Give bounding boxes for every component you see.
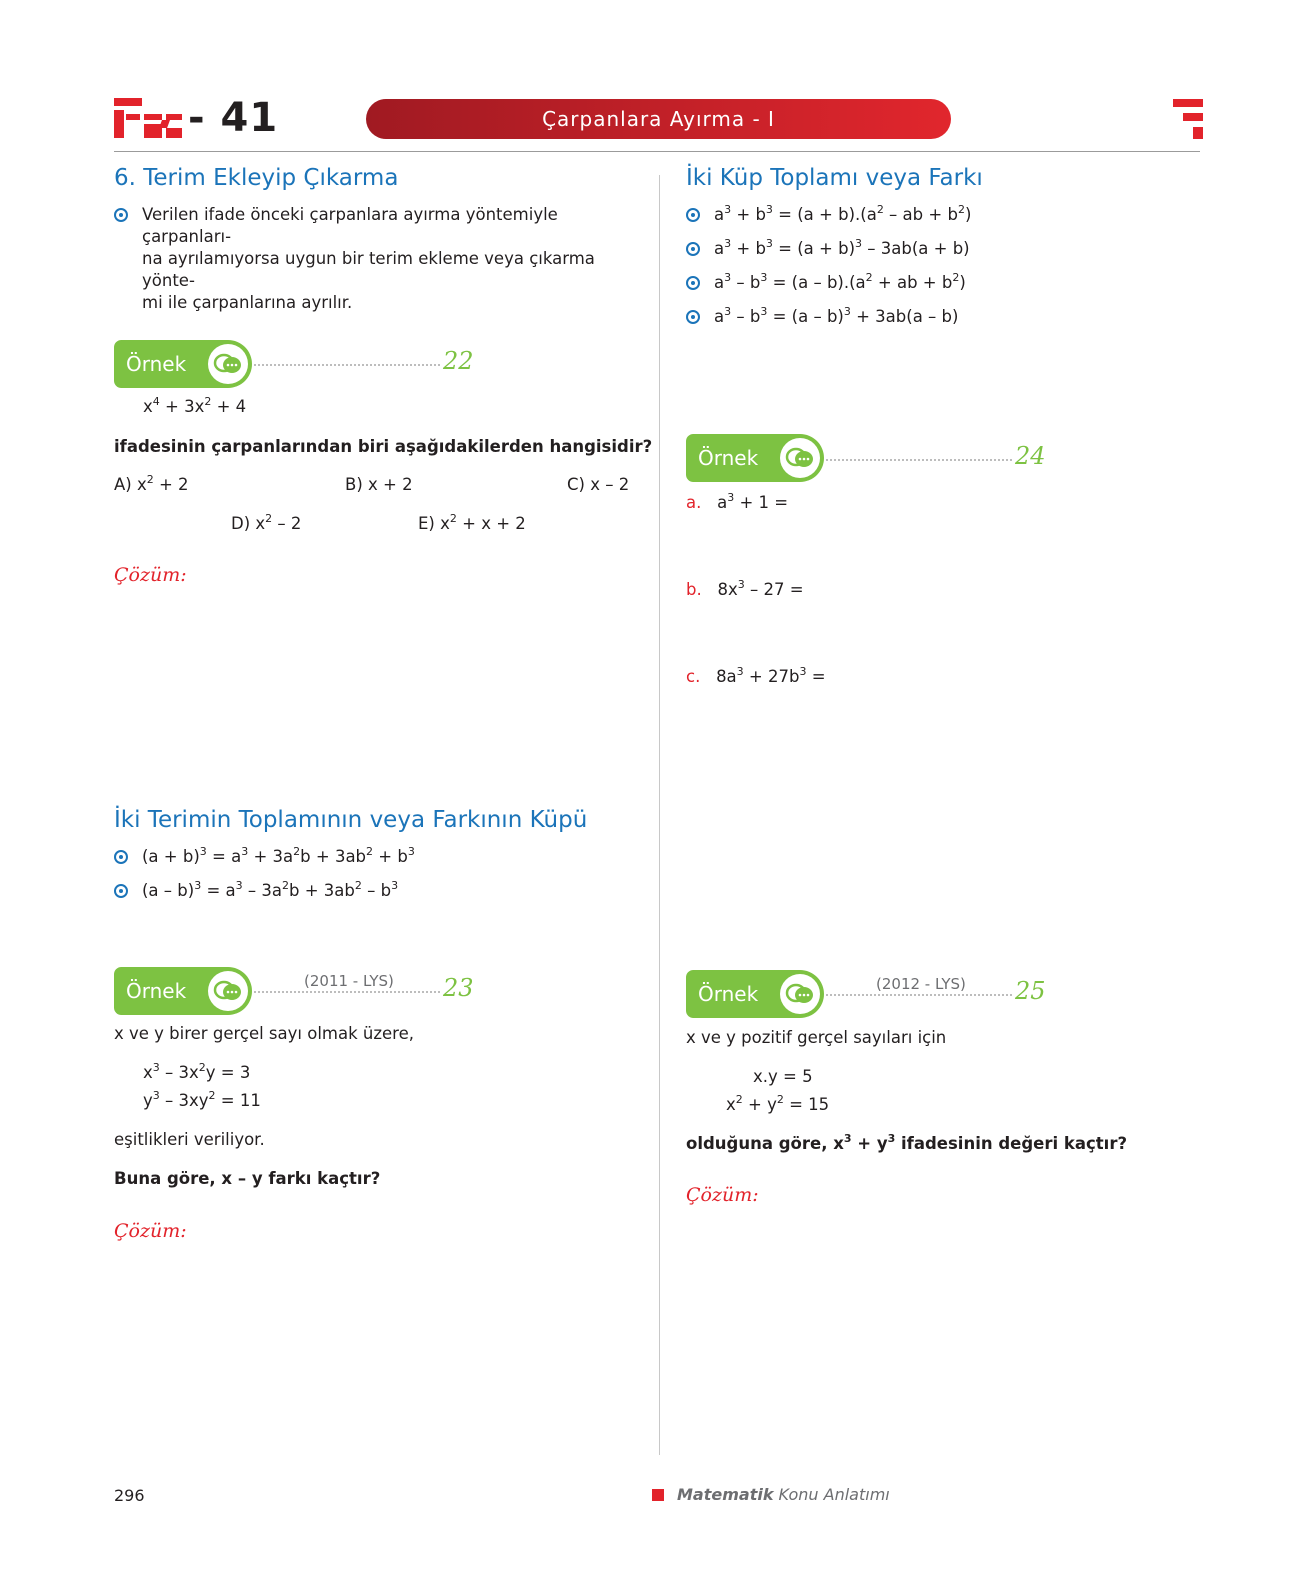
formula-sum-cubes-2: $a^3 + b^3 = (a + b)^3 - 3ab(a + b)$ [686, 238, 970, 260]
example23-eq1: $x^3 - 3x^2y = 3$ [143, 1060, 251, 1082]
bullet-icon [686, 242, 700, 256]
section6-heading: 6. Terim Ekleyip Çıkarma [114, 165, 399, 191]
example24-part-a: a. $a^3 + 1$ = [686, 490, 789, 512]
option-c[interactable]: C) x – 2 [567, 475, 630, 494]
ornek-badge-23 [114, 967, 252, 1015]
bullet-icon [114, 850, 128, 864]
cube-section-heading: İki Terimin Toplamının veya Farkının Küpü [114, 807, 588, 833]
header-rule [114, 151, 1200, 152]
example-number-22: 22 [443, 347, 474, 375]
option-d[interactable]: D) $x^2 - 2$ [231, 511, 302, 533]
faz-logo [114, 97, 278, 139]
bullet-icon [686, 208, 700, 222]
example22-question: ifadesinin çarpanlarından biri aşağıdakilerden hangisidir? [114, 437, 653, 456]
page-number: 296 [114, 1486, 145, 1505]
bullet-icon [114, 208, 128, 222]
example25-eq1: x.y = 5 [753, 1067, 813, 1086]
ornek-label: Örnek [698, 982, 759, 1006]
column-divider [659, 175, 660, 1455]
chapter-title: Çarpanlara Ayırma - I [542, 107, 775, 131]
formula-sum-cubes-1: $a^3 + b^3 = (a + b).(a^2$ – ab + $b^2$) [686, 204, 971, 226]
chat-bubbles-icon [780, 438, 820, 478]
chat-bubbles-icon [208, 971, 248, 1011]
source-label-23: (2011 - LYS) [304, 972, 394, 990]
corner-mark-icon [1173, 99, 1203, 139]
chat-bubbles-icon [780, 974, 820, 1014]
example-number-23: 23 [443, 974, 474, 1002]
ornek-label: Örnek [698, 446, 759, 470]
option-b[interactable]: B) x + 2 [345, 475, 413, 494]
section6-text-line2: na ayrılamıyorsa uygun bir terim ekleme veya çıkarma yönte- [142, 249, 595, 290]
example24-part-c: c. $8a^3 + 27b^3$ = [686, 664, 826, 686]
faz-logo-mark [114, 98, 182, 138]
section6-text [114, 204, 634, 314]
dotted-leader [826, 994, 1012, 996]
example25-eq2: $x^2 + y^2 = 15$ [726, 1092, 830, 1114]
cozum-label-22: Çözüm: [114, 564, 187, 586]
cozum-label-25: Çözüm: [686, 1184, 759, 1206]
example24-part-b: b. $8x^3 - 27$ = [686, 577, 804, 599]
unit-number: - 41 [188, 95, 279, 141]
example23-given: eşitlikleri veriliyor. [114, 1130, 265, 1149]
source-label-25: (2012 - LYS) [876, 975, 966, 993]
footer-square-icon [652, 1489, 664, 1501]
bullet-icon [686, 310, 700, 324]
chat-bubbles-icon [208, 344, 248, 384]
section6-text-line1: Verilen ifade önceki çarpanlara ayırma yöntemiyle çarpanları- [142, 205, 558, 246]
bullet-icon [114, 884, 128, 898]
formula-diff-cubes-1: $a^3 - b^3 = (a - b).(a^2$ + ab + $b^2$) [686, 272, 966, 294]
option-a[interactable]: A) $x^2 + 2$ [114, 472, 189, 494]
ornek-label: Örnek [126, 352, 187, 376]
ornek-badge-22 [114, 340, 252, 388]
section6-text-line3: mi ile çarpanlarına ayrılır. [142, 293, 353, 312]
bullet-icon [686, 276, 700, 290]
example22-expression: $x^4 + 3x^2 + 4$ [143, 394, 247, 416]
cozum-label-23: Çözüm: [114, 1220, 187, 1242]
example25-intro: x ve y pozitif gerçel sayıları için [686, 1028, 947, 1047]
ornek-badge-25 [686, 970, 824, 1018]
ornek-label: Örnek [126, 979, 187, 1003]
dotted-leader [254, 991, 440, 993]
example25-question: olduğuna göre, $x^3 + y^3$ ifadesinin değeri kaçtır? [686, 1131, 1128, 1153]
dotted-leader [254, 364, 440, 366]
example23-intro: x ve y birer gerçel sayı olmak üzere, [114, 1024, 414, 1043]
example-number-24: 24 [1015, 442, 1046, 470]
example23-question: Buna göre, x – y farkı kaçtır? [114, 1169, 381, 1188]
formula-cube-sum: $(a + b)^3 = a^3 + 3a^2b + 3ab^2 + b^3$ [114, 846, 415, 868]
chapter-title-bar [366, 99, 951, 139]
dotted-leader [826, 459, 1012, 461]
option-e[interactable]: E) $x^2 + x + 2$ [418, 511, 526, 533]
formula-cube-diff: $(a - b)^3 = a^3 - 3a^2b + 3ab^2 - b^3$ [114, 880, 398, 902]
formula-diff-cubes-2: $a^3 - b^3 = (a - b)^3 + 3ab(a - b)$ [686, 306, 958, 328]
example23-eq2: $y^3 - 3xy^2 = 11$ [143, 1088, 261, 1110]
example-number-25: 25 [1015, 977, 1046, 1005]
footer-brand: Matematik Konu Anlatımı [677, 1485, 890, 1504]
ornek-badge-24 [686, 434, 824, 482]
sum-section-heading: İki Küp Toplamı veya Farkı [686, 165, 983, 191]
